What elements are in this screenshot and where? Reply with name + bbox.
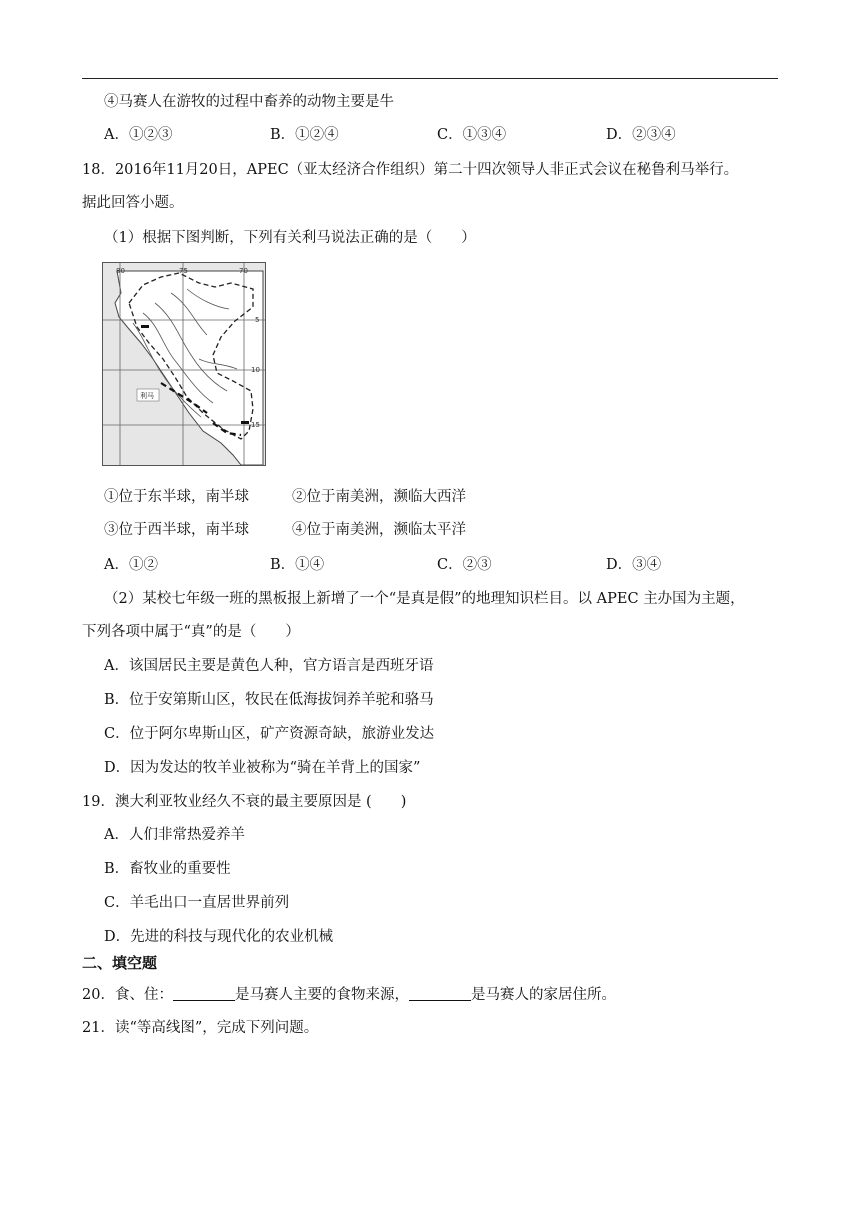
q18-statement-3: ③位于西半球，南半球: [104, 522, 249, 538]
q18-stem-line1: 18．2016年11月20日，APEC（亚太经济合作组织）第二十四次领导人非正式会议在秘鲁利马举行。: [82, 162, 739, 178]
q19-stem: 19．澳大利亚牧业经久不衰的最主要原因是 ( ): [82, 794, 407, 810]
lima-city-label: 利马: [140, 392, 154, 400]
top-rule: [82, 78, 778, 79]
q19-option-c[interactable]: C．羊毛出口一直居世界前列: [104, 895, 290, 911]
q18-sub2-option-d[interactable]: D．因为发达的牧羊业被称为“骑在羊背上的国家”: [104, 760, 421, 776]
lat-label-10: 10: [251, 366, 260, 374]
q18-sub1-option-b[interactable]: B．①④: [270, 557, 325, 573]
q20-blank-2[interactable]: [409, 986, 471, 1001]
peru-map-figure: [102, 262, 266, 466]
lon-label-75: 75: [179, 267, 188, 275]
q18-statement-1: ①位于东半球，南半球: [104, 489, 249, 505]
q18-stem-line2: 据此回答小题。: [82, 195, 184, 211]
q18-sub2-question-line2: 下列各项中属于“真”的是（ ）: [82, 624, 300, 640]
q19-option-a[interactable]: A．人们非常热爱养羊: [104, 827, 245, 843]
q20-blank-1[interactable]: [173, 986, 235, 1001]
q18-statement-2: ②位于南美洲，濒临大西洋: [292, 489, 466, 505]
q20-part1: 20．食、住：: [82, 987, 173, 1003]
q17-option-a[interactable]: A．①②③: [104, 127, 173, 143]
peru-map-svg: [103, 263, 265, 465]
q18-sub1-option-c[interactable]: C．②③: [437, 557, 492, 573]
q18-sub2-question-line1: （2）某校七年级一班的黑板报上新增了一个“是真是假”的地理知识栏目。以 APEC 主办国为主题，: [104, 591, 745, 607]
lon-label-70: 70: [239, 267, 248, 275]
q19-option-b[interactable]: B．畜牧业的重要性: [104, 861, 231, 877]
q20-line: [82, 983, 616, 1004]
q17-option-b[interactable]: B．①②④: [270, 127, 339, 143]
q18-sub1-question: （1）根据下图判断，下列有关利马说法正确的是（ ）: [104, 230, 476, 246]
q20-part3: 是马赛人的家居住所。: [470, 987, 616, 1003]
q20-part2: 是马赛人主要的食物来源，: [234, 987, 409, 1003]
q18-sub1-option-a[interactable]: A．①②: [104, 557, 158, 573]
q17-item-4: ④马赛人在游牧的过程中畜养的动物主要是牛: [104, 94, 394, 110]
q19-option-d[interactable]: D．先进的科技与现代化的农业机械: [104, 929, 334, 945]
q18-sub1-option-d[interactable]: D．③④: [606, 557, 662, 573]
lon-label-80: 80: [116, 267, 125, 275]
q18-statement-4: ④位于南美洲，濒临太平洋: [292, 522, 466, 538]
lat-label-15: 15: [251, 421, 260, 429]
q21-stem: 21．读“等高线图”，完成下列问题。: [82, 1020, 319, 1036]
q18-sub2-option-c[interactable]: C．位于阿尔卑斯山区，矿产资源奇缺，旅游业发达: [104, 726, 435, 742]
q17-option-c[interactable]: C．①③④: [437, 127, 507, 143]
q18-sub2-option-b[interactable]: B．位于安第斯山区，牧民在低海拔饲养羊驼和骆马: [104, 692, 434, 708]
q17-option-d[interactable]: D．②③④: [606, 127, 676, 143]
lat-label-5: 5: [255, 316, 260, 324]
section-2-heading: 二、填空题: [82, 954, 158, 972]
q18-sub2-option-a[interactable]: A．该国居民主要是黄色人种，官方语言是西班牙语: [104, 658, 434, 674]
